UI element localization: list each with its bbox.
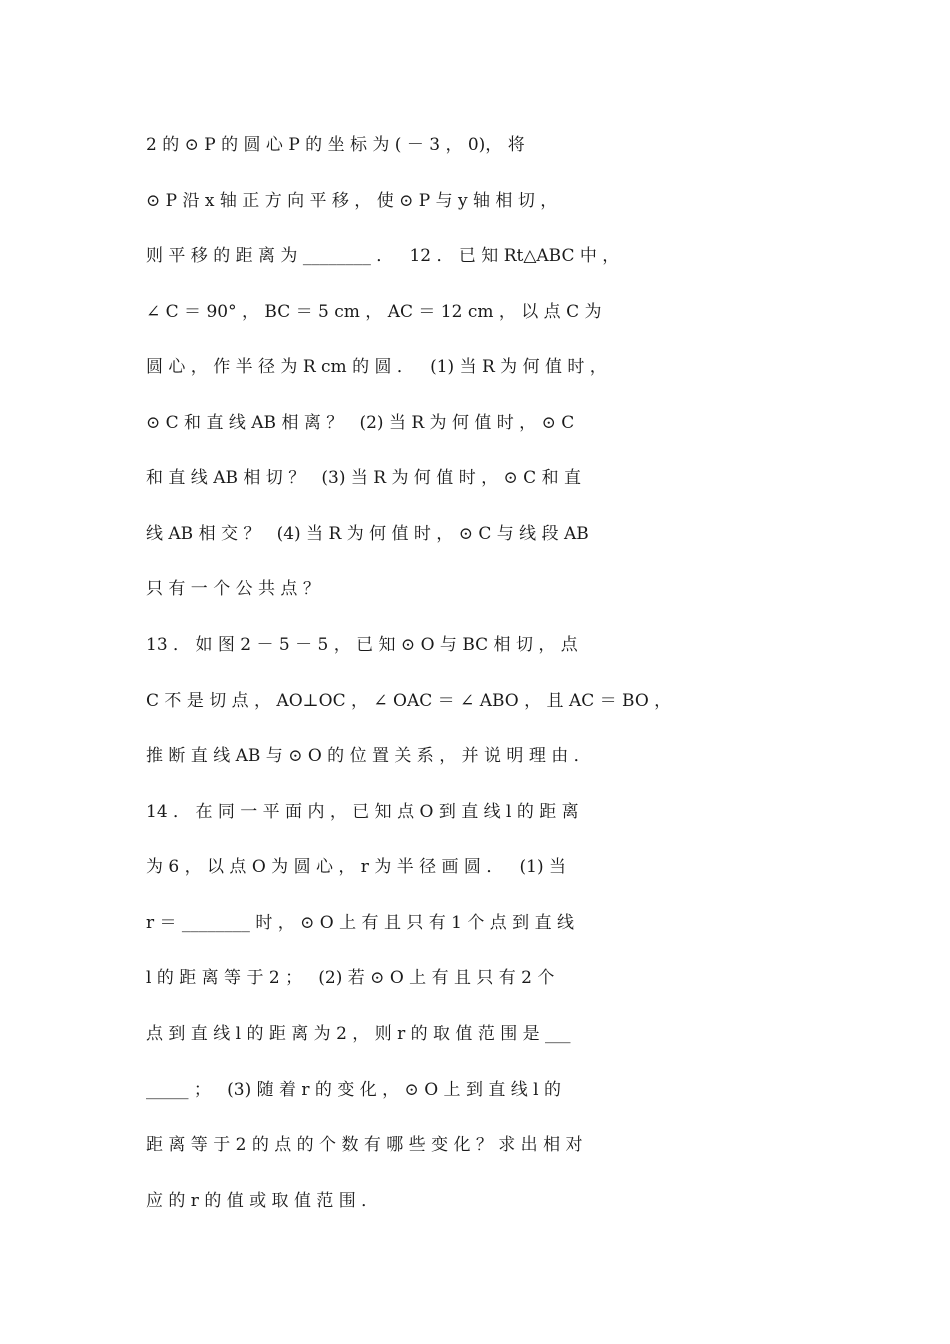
text-line: 14 ． 在 同 一 平 面 内 ， 已 知 点 O 到 直 线 l 的 距 离	[146, 802, 579, 822]
text-line: 线 AB 相 交 ？ (4) 当 R 为 何 值 时 ， ⊙ C 与 线 段 AB	[146, 524, 589, 544]
text-line: 2 的 ⊙ P 的 圆 心 P 的 坐 标 为 ( － 3 ， 0)， 将	[146, 135, 525, 155]
text-line: 圆 心 ， 作 半 径 为 R cm 的 圆 ． (1) 当 R 为 何 值 时 ，	[146, 357, 607, 377]
text-line: 则 平 移 的 距 离 为 ________ ． 12 ． 已 知 Rt△ABC 中 ，	[146, 246, 620, 266]
text-line: 应 的 r 的 值 或 取 值 范 围 ．	[146, 1191, 379, 1211]
text-line: r ＝ ________ 时 ， ⊙ O 上 有 且 只 有 1 个 点 到 直 线	[146, 913, 574, 933]
text-line: 为 6 ， 以 点 O 为 圆 心 ， r 为 半 径 画 圆 ． (1) 当	[146, 857, 567, 877]
text-line: 点 到 直 线 l 的 距 离 为 2 ， 则 r 的 取 值 范 围 是 ___	[146, 1024, 571, 1044]
text-line: 13 ． 如 图 2 － 5 － 5 ， 已 知 ⊙ O 与 BC 相 切 ， 点	[146, 635, 578, 655]
text-line: 推 断 直 线 AB 与 ⊙ O 的 位 置 关 系 ， 并 说 明 理 由 ．	[146, 746, 591, 766]
text-line: ⊙ P 沿 x 轴 正 方 向 平 移 ， 使 ⊙ P 与 y 轴 相 切 ，	[146, 191, 558, 211]
text-line: ∠ C ＝ 90° ， BC ＝ 5 cm ， AC ＝ 12 cm ， 以 点 C 为	[146, 302, 602, 322]
text-line: l 的 距 离 等 于 2 ； (2) 若 ⊙ O 上 有 且 只 有 2 个	[146, 968, 555, 988]
text-line: 距 离 等 于 2 的 点 的 个 数 有 哪 些 变 化 ？ 求 出 相 对	[146, 1135, 583, 1155]
text-line: C 不 是 切 点 ， AO⊥OC ， ∠ OAC ＝ ∠ ABO ， 且 AC ＝ BO ，	[146, 691, 672, 711]
text-line: 和 直 线 AB 相 切 ？ (3) 当 R 为 何 值 时 ， ⊙ C 和 直	[146, 468, 581, 488]
text-line: ⊙ C 和 直 线 AB 相 离 ？ (2) 当 R 为 何 值 时 ， ⊙ C	[146, 413, 575, 433]
text-line: 只 有 一 个 公 共 点 ？	[146, 579, 320, 599]
text-line: _____ ； (3) 随 着 r 的 变 化 ， ⊙ O 上 到 直 线 l 的	[146, 1080, 561, 1100]
